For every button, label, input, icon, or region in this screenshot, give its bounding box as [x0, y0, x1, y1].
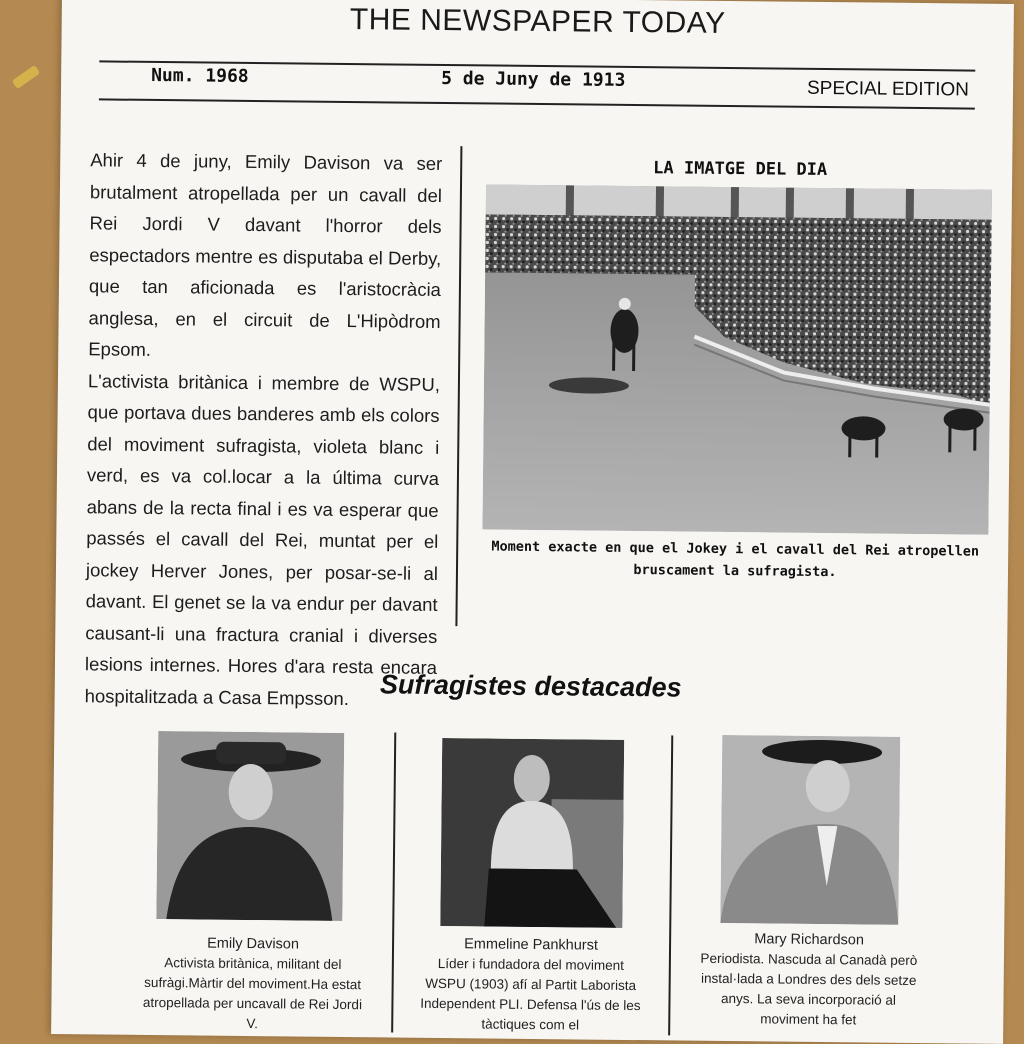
- portrait-mary-richardson: [720, 735, 900, 925]
- section-title: Sufragistes destacades: [379, 669, 682, 703]
- article-paragraph: Ahir 4 de juny, Emily Davison va ser brutalment atropellada per un cavall del Rei Jordi V davant l'horror dels espectadors mentre es disputaba el Derby, que tan aficionada es l'aristocràcia anglesa, en el circuit de L'Hipòdrom Epsom.: [88, 149, 443, 360]
- feature-image-caption: Moment exacte en que el Jokey i el cavall del Rei atropellen bruscament la sufragista.: [491, 538, 980, 581]
- paper-stain: [12, 65, 41, 89]
- profile-text: Activista britànica, militant del sufràgi.Màrtir del moviment.Ha estat atropellada per uncavall de Rei Jordi V.: [142, 955, 363, 1032]
- feature-image-title: LA IMATGE DEL DIA: [653, 158, 828, 181]
- portrait-emmeline-pankhurst: [440, 738, 624, 928]
- profile-divider: [668, 735, 673, 1035]
- derby-race-photo: [482, 184, 992, 534]
- masthead-title: THE NEWSPAPER TODAY: [349, 3, 726, 40]
- profile-text: Líder i fundadora del moviment WSPU (1903) afí al Partit Laborista Independent PLI. Defensa l'ús de les tàctiques com el: [420, 955, 641, 1033]
- issue-date: 5 de Juny de 1913: [441, 67, 626, 91]
- column-divider: [455, 146, 462, 626]
- profile-name: Emmeline Pankhurst: [464, 936, 599, 954]
- issue-number: Num. 1968: [151, 64, 249, 87]
- portrait-emily-davison: [156, 731, 344, 921]
- profile-caption-mary-richardson: [697, 929, 920, 1031]
- profile-name: Mary Richardson: [754, 931, 865, 949]
- profile-divider: [391, 733, 396, 1033]
- article-paragraph: L'activista britànica i membre de WSPU, que portava dues banderes amb els colors del moviment sufragista, violeta blanc i verd, es va col.locar a la última curva abans de la recta final i es va esperar que passés el cavall del Rei, muntat per el jockey Herver Jones, per posar-se-li al davant. El genet se la va endur per davant causant-li una fractura cranial i diverses lesions internes. Hores d'ara resta encara hospitalitzada a Casa Empsson.: [84, 369, 441, 709]
- newspaper-page: [51, 0, 1014, 1044]
- profile-text: Periodista. Nascuda al Canadà però instal·lada a Londres des dels setze anys. La seva incorporació al moviment ha fet: [700, 950, 918, 1028]
- edition-label: SPECIAL EDITION: [806, 77, 970, 101]
- main-article: [84, 144, 442, 715]
- profile-caption-emily-davison: [141, 933, 364, 1035]
- profile-name: Emily Davison: [207, 935, 300, 953]
- profile-caption-emmeline-pankhurst: [419, 934, 642, 1036]
